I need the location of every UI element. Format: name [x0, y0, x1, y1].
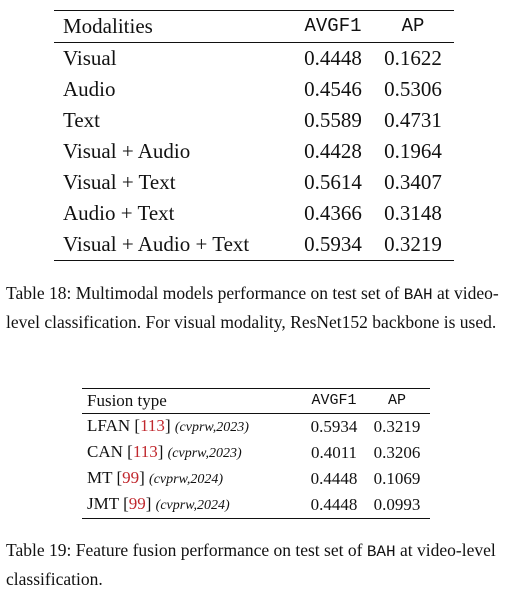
- avgf1-cell: 0.4546: [304, 77, 362, 101]
- citation-link[interactable]: 99: [122, 468, 140, 487]
- header-modalities: Modalities: [63, 14, 153, 38]
- ap-cell: 0.0993: [373, 495, 421, 514]
- modality-cell: Visual: [63, 46, 117, 70]
- table-row: [82, 414, 430, 441]
- fusion-type-cell: LFAN [113] (cvprw,2023): [87, 416, 249, 435]
- header-avgf1: AVGF1: [304, 15, 362, 37]
- ap-cell: 0.3148: [384, 201, 442, 225]
- table-row: [82, 492, 430, 519]
- avgf1-cell: 0.4366: [304, 201, 362, 225]
- ap-cell-best: 0.3219: [373, 417, 421, 436]
- modality-cell: Audio: [63, 77, 116, 101]
- avgf1-cell: 0.5589: [304, 108, 362, 132]
- method-name: LFAN: [87, 416, 131, 435]
- citation-link[interactable]: 113: [132, 442, 158, 461]
- venue-label: (cvprw,2024): [155, 498, 230, 513]
- modality-cell: Visual + Audio: [63, 139, 191, 163]
- modality-cell: Visual + Text: [63, 170, 176, 194]
- table-row: [82, 440, 430, 466]
- table-row: [54, 74, 454, 105]
- venue-label: (cvprw,2023): [174, 420, 249, 435]
- table-row: [54, 198, 454, 229]
- citation-link[interactable]: 99: [128, 494, 146, 513]
- table-19-caption: [6, 537, 514, 593]
- ap-cell: 0.3206: [373, 443, 421, 462]
- avgf1-cell-best: 0.5934: [304, 232, 362, 256]
- venue-label: (cvprw,2024): [149, 472, 224, 487]
- caption-text: at video-level classification.: [6, 540, 496, 589]
- table-row: [54, 167, 454, 198]
- citation-link[interactable]: 113: [140, 416, 165, 435]
- caption-text: at video-level classification. For visual modality, ResNet152 backbone is used.: [6, 283, 499, 332]
- header-fusion-type: Fusion type: [87, 391, 167, 410]
- header-avgf1: AVGF1: [311, 392, 357, 409]
- method-name: JMT: [87, 494, 119, 513]
- avgf1-cell: 0.4011: [310, 443, 358, 462]
- avgf1-cell-best: 0.5934: [310, 417, 358, 436]
- table-row: [82, 466, 430, 492]
- dataset-name: BAH: [403, 286, 433, 304]
- table-header-row: [82, 389, 430, 414]
- ap-cell: 0.3407: [384, 170, 442, 194]
- venue-label: (cvprw,2023): [167, 446, 242, 461]
- ap-cell: 0.3219: [384, 232, 442, 256]
- table-18-multimodal-performance: [54, 10, 454, 261]
- avgf1-cell: 0.4428: [304, 139, 362, 163]
- ap-cell: 0.1964: [384, 139, 442, 163]
- ap-cell: 0.4731: [384, 108, 442, 132]
- modality-cell: Visual + Audio + Text: [63, 232, 250, 256]
- table-row: [54, 136, 454, 167]
- table-18-caption: [6, 280, 514, 336]
- header-ap: AP: [387, 392, 406, 409]
- caption-text: Table 18: Multimodal models performance on test set of: [6, 283, 404, 303]
- fusion-type-cell: CAN [113] (cvprw,2023): [87, 442, 242, 461]
- ap-cell: 0.1069: [373, 469, 421, 488]
- avgf1-cell: 0.4448: [304, 46, 362, 70]
- avgf1-cell: 0.4448: [310, 495, 358, 514]
- avgf1-cell: 0.4448: [310, 469, 358, 488]
- avgf1-cell: 0.5614: [304, 170, 362, 194]
- table-19-fusion-performance: [82, 388, 430, 519]
- method-name: CAN: [87, 442, 123, 461]
- ap-cell: 0.1622: [384, 46, 442, 70]
- modality-cell: Text: [63, 108, 101, 132]
- table-header-row: [54, 11, 454, 43]
- fusion-type-cell: MT [99] (cvprw,2024): [87, 468, 224, 487]
- method-name: MT: [87, 468, 113, 487]
- table-row: [54, 43, 454, 75]
- table-row: [54, 105, 454, 136]
- ap-cell-best: 0.5306: [384, 77, 442, 101]
- caption-text: Table 19: Feature fusion performance on test set of: [6, 540, 367, 560]
- modality-cell: Audio + Text: [63, 201, 175, 225]
- header-ap: AP: [401, 15, 425, 37]
- fusion-type-cell: JMT [99] (cvprw,2024): [87, 494, 230, 513]
- dataset-name: BAH: [366, 543, 396, 561]
- table-row: [54, 229, 454, 261]
